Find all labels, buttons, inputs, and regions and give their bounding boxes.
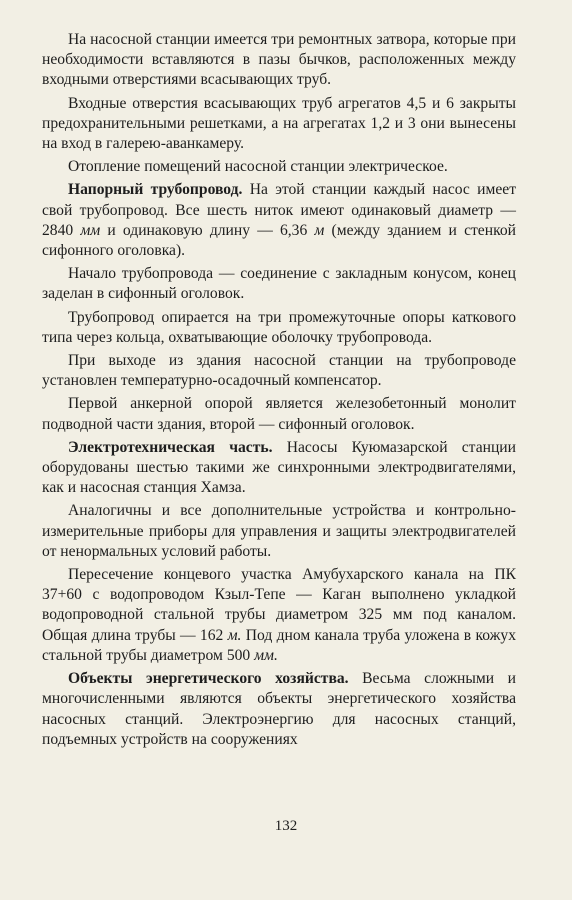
paragraph-text: При выходе из здания насосной станции на трубопроводе установлен температурно-осадочный компенсатор. <box>42 352 516 390</box>
paragraph <box>42 30 516 91</box>
page-number: 132 <box>274 818 298 834</box>
unit-text: мм <box>80 221 101 239</box>
paragraph <box>42 669 516 750</box>
paragraph-text: Начало трубопровода — соединение с закладным конусом, конец заделан в сифонный оголовок. <box>42 265 516 303</box>
unit-text: мм. <box>254 646 278 664</box>
paragraph <box>42 501 516 562</box>
section-heading: Напорный трубопровод. <box>68 181 243 199</box>
paragraph-text: и одинаковую длину — 6,36 <box>100 221 315 239</box>
paragraph-text: Входные отверстия всасывающих труб агрегатов 4,5 и 6 закрыты предохранительными решетками, а на агрегатах 1,2 и 3 они вынесены на вход в галерею-аванкамеру. <box>42 94 516 153</box>
paragraph <box>42 351 516 391</box>
unit-text: м <box>314 221 325 239</box>
paragraph-text: (между зданием и стенкой сифонного оголовка). <box>42 221 516 260</box>
paragraph-text: Под дном канала труба уложена в кожух стальной трубы диаметром 500 <box>42 626 516 664</box>
paragraph <box>42 308 516 348</box>
section-heading: Электротехническая часть. <box>68 438 273 456</box>
paragraph <box>42 565 516 666</box>
paragraph-text: Весьма сложными и многочисленными являются объекты энергетического хозяйства насосных станций. Электроэнергию для насосных станций, подъемных устройств на сооружениях <box>42 670 517 748</box>
paragraph-text: На насосной станции имеется три ремонтных затвора, которые при необходимости вставляются в пазы бычков, расположенных между входными отверстиями всасывающих труб. <box>42 31 516 89</box>
paragraph-text: Первой анкерной опорой является железобетонный монолит подводной части здания, второй — сифонный оголовок. <box>42 395 516 433</box>
paragraph-text: Отопление помещений насосной станции электрическое. <box>68 158 448 176</box>
paragraph <box>42 394 516 434</box>
paragraph <box>42 180 516 261</box>
paragraph-text: На этой станции каждый насос имеет свой трубопровод. Все шесть ниток имеют одинаковый диаметр — 2840 <box>42 181 517 239</box>
paragraph-text: Пересечение концевого участка Амубухарского канала на ПК 37+60 с водопроводом Кзыл-Тепе — Каган выполнено укладкой водопроводной стальной трубы диаметром 325 мм под каналом. Общая длина трубы — 162 <box>42 566 516 644</box>
paragraph <box>42 264 516 304</box>
paragraph-text: Трубопровод опирается на три промежуточные опоры каткового типа через кольца, охватывающие оболочку трубопровода. <box>42 308 516 346</box>
paragraph-text: Аналогичны и все дополнительные устройства и контрольно-измерительные приборы для управления и защиты электродвигателей от ненормальных условий работы. <box>42 502 516 560</box>
section-heading: Объекты энергетического хозяйства. <box>68 670 349 688</box>
unit-text: м. <box>227 626 242 644</box>
paragraph <box>42 94 516 155</box>
paragraph <box>42 438 516 499</box>
paragraph-text: Насосы Куюмазарской станции оборудованы шестью такими же синхронными электродвигателями, как и насосная станция Хамза. <box>42 438 516 497</box>
paragraph <box>42 157 516 177</box>
page-body <box>42 30 516 753</box>
